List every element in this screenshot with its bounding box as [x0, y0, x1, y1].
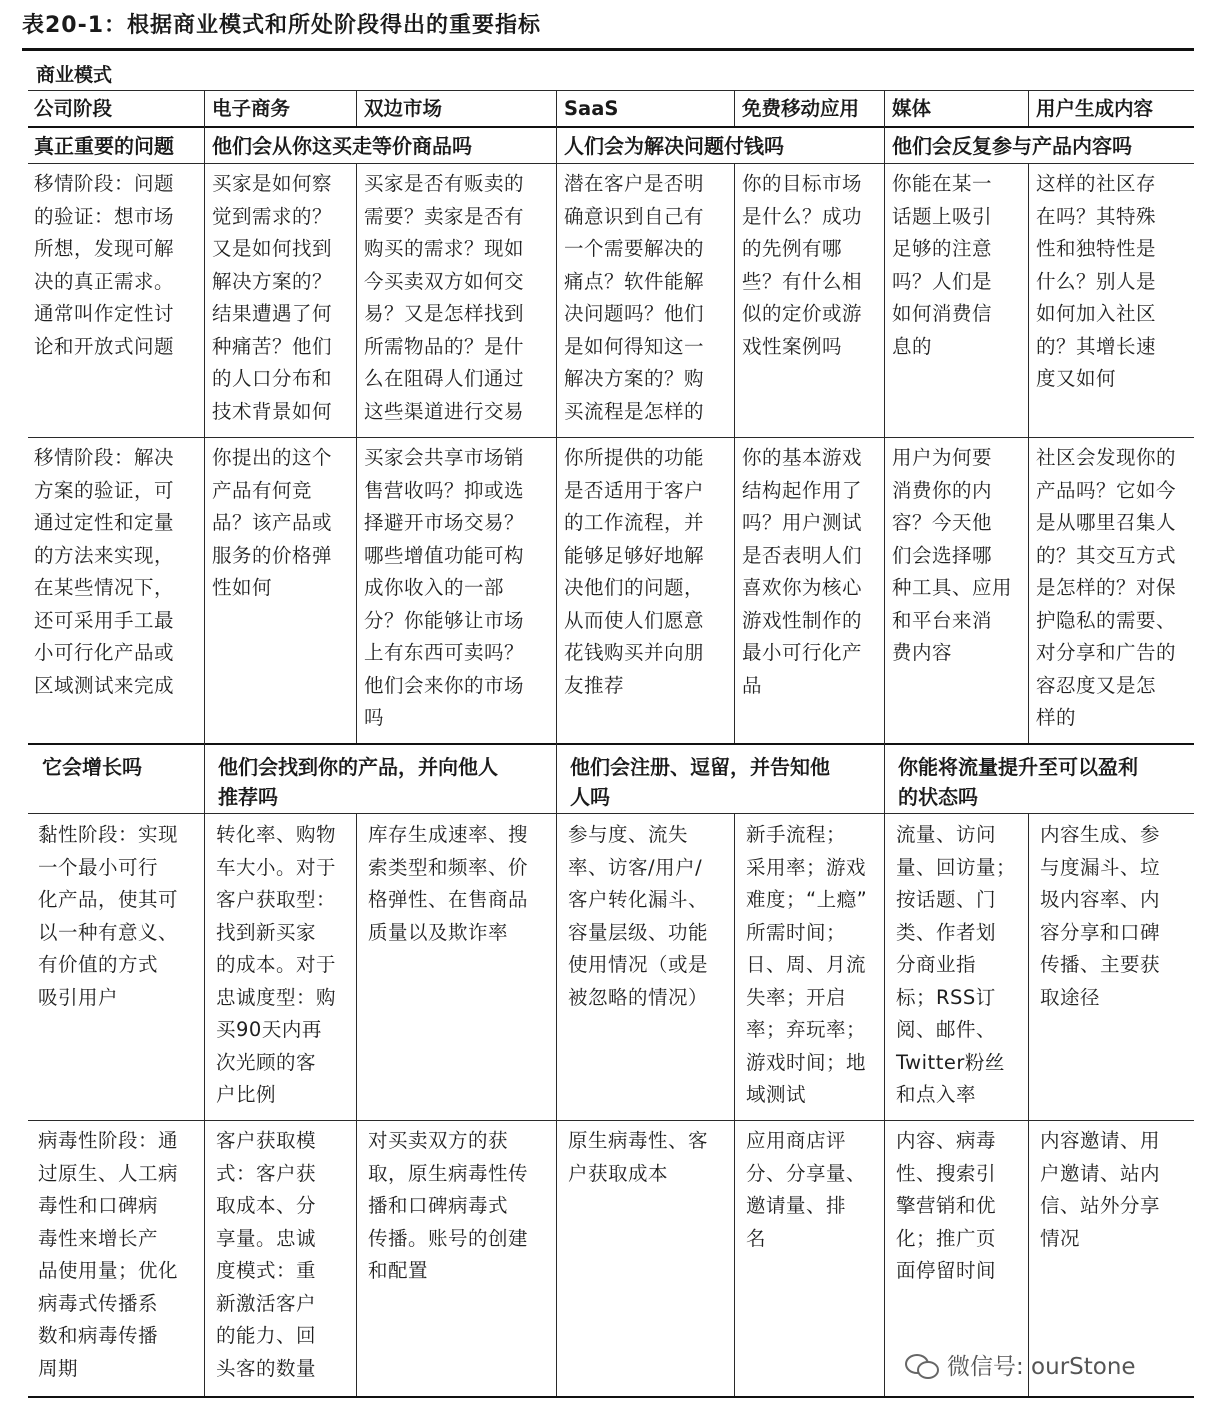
header-ecommerce: 电子商务: [212, 97, 291, 120]
r3-saas: 参与度、流失 率、访客/用户/ 客户转化漏斗、 容量层级、功能 使用情况（或是 被忽略的情况）: [568, 823, 709, 1009]
top-rule: [22, 48, 1194, 51]
r3-ugc: 内容生成、参 与度漏斗、垃 圾内容率、内 容分享和口碑 传播、主要获 取途径: [1040, 823, 1161, 1009]
rule-header-bottom: [28, 126, 1194, 128]
r4-mobile: 应用商店评 分、分享量、 邀请量、排 名: [746, 1129, 867, 1250]
section-growth-question-1: 他们会找到你的产品，并向他人 推荐吗: [218, 755, 498, 809]
col-divider-5-lower: [884, 743, 885, 1396]
col-divider-1-lower: [204, 743, 205, 1396]
business-model-label: 商业模式: [36, 64, 113, 86]
col-divider-5: [884, 90, 885, 743]
rule-r2-bottom: [28, 743, 1194, 745]
col-divider-4-header: [734, 90, 735, 126]
col-divider-2: [356, 163, 357, 743]
r2-two-sided: 买家会共享市场销 售营收吗？抑或选 择避开市场交易？ 哪些增值功能可构 成你收入的一部 分？你能够让市场 上有东西可卖吗？ 他们会来你的市场 吗: [364, 446, 525, 729]
table-title: 表20-1：根据商业模式和所处阶段得出的重要指标: [22, 13, 542, 38]
section-key-question-2: 人们会为解决问题付钱吗: [564, 134, 784, 158]
section-key-question-1: 他们会从你这买走等价商品吗: [212, 134, 472, 158]
r4-ugc: 内容邀请、用 户邀请、站内 信、站外分享 情况: [1040, 1129, 1161, 1250]
header-saas: SaaS: [564, 97, 619, 120]
section-growth-question-2: 他们会注册、逗留，并告知他 人吗: [570, 755, 830, 809]
col-divider-2-header: [356, 90, 357, 126]
r1-mobile: 你的目标市场 是什么？成功 的先例有哪 些？有什么相 似的定价或游 戏性案例吗: [742, 172, 863, 358]
section-key-question-3: 他们会反复参与产品内容吗: [892, 134, 1132, 158]
section-key-question-label: 真正重要的问题: [34, 134, 174, 158]
r3-ecommerce: 转化率、购物 车大小。对于 客户获取型： 找到新买家 的成本。对于 忠诚度型：购 买90天内再 次光顾的客 户比例: [216, 823, 337, 1106]
header-two-sided-market: 双边市场: [364, 97, 443, 120]
rule-table-bottom: [28, 1396, 1194, 1398]
rule-r1-bottom: [28, 437, 1194, 438]
col-divider-4-lower: [734, 813, 735, 1396]
r2-ecommerce: 你提出的这个 产品有何竞 品？该产品或 服务的价格弹 性如何: [212, 446, 333, 599]
col-divider-4: [734, 163, 735, 743]
section-growth-question-3: 你能将流量提升至可以盈利 的状态吗: [898, 755, 1138, 809]
rule-s1-bottom: [28, 163, 1194, 164]
r2-saas: 你所提供的功能 是否适用于客户 的工作流程，并 能够足够好地解 决他们的问题， 从而使人们愿意 花钱购买并向朋 友推荐: [564, 446, 705, 697]
r4-media: 内容、病毒 性、搜索引 擎营销和优 化；推广页 面停留时间: [896, 1129, 997, 1282]
r2-stage: 移情阶段：解决 方案的验证，可 通过定性和定量 的方法来实现， 在某些情况下， 还可采用手工最 小可行化产品或 区域测试来完成: [34, 446, 175, 697]
wechat-icon: [905, 1352, 939, 1378]
col-divider-3-lower: [556, 743, 557, 1396]
r1-saas: 潜在客户是否明 确意识到自己有 一个需要解决的 痛点？软件能解 决问题吗？他们 是如何得知这一 解决方案的？购 买流程是怎样的: [564, 172, 705, 423]
r3-media: 流量、访问 量、回访量； 按话题、门 类、作者划 分商业指 标；RSS订 阅、邮件、 Twitter粉丝 和点入率: [896, 823, 1017, 1106]
watermark-text: 微信号: ourStone: [947, 1354, 1136, 1380]
col-divider-2-lower: [356, 813, 357, 1396]
col-divider-3: [556, 90, 557, 743]
header-stage: 公司阶段: [34, 97, 113, 120]
col-divider-6-lower: [1028, 813, 1029, 1396]
header-media: 媒体: [892, 97, 932, 120]
rule-header-top: [28, 90, 1194, 91]
header-free-mobile-app: 免费移动应用: [742, 97, 860, 120]
r2-mobile: 你的基本游戏 结构起作用了 吗？用户测试 是否表明人们 喜欢你为核心 游戏性制作的 最小可行化产 品: [742, 446, 863, 697]
r1-media: 你能在某一 话题上吸引 足够的注意 吗？人们是 如何消费信 息的: [892, 172, 993, 358]
rule-r3-bottom: [28, 1120, 1194, 1121]
col-divider-6: [1028, 163, 1029, 743]
r4-stage: 病毒性阶段：通 过原生、人工病 毒性和口碑病 毒性来增长产 品使用量；优化 病毒式传播系 数和病毒传播 周期: [38, 1129, 179, 1380]
r4-saas: 原生病毒性、客 户获取成本: [568, 1129, 709, 1185]
header-ugc: 用户生成内容: [1036, 97, 1154, 120]
r3-mobile: 新手流程； 采用率；游戏 难度；“上瘾” 所需时间； 日、周、月流 失率；开启 率；弃玩率； 游戏时间；地 域测试: [746, 823, 868, 1106]
section-growth-label: 它会增长吗: [42, 755, 142, 779]
wechat-watermark: [905, 1348, 1136, 1381]
r2-ugc: 社区会发现你的 产品吗？它如今 是从哪里召集人 的？其交互方式 是怎样的？对保 护隐私的需要、 对分享和广告的 容忍度又是怎 样的: [1036, 446, 1177, 729]
r2-media: 用户为何要 消费你的内 容？今天他 们会选择哪 种工具、应用 和平台来消 费内容: [892, 446, 1013, 664]
r1-stage: 移情阶段：问题 的验证：想市场 所想，发现可解 决的真正需求。 通常叫作定性讨 论和开放式问题: [34, 172, 175, 358]
r3-two-sided: 库存生成速率、搜 索类型和频率、价 格弹性、在售商品 质量以及欺诈率: [368, 823, 529, 944]
r4-ecommerce: 客户获取模 式：客户获 取成本、分 享量。忠诚 度模式：重 新激活客户 的能力、回 头客的数量: [216, 1129, 317, 1380]
col-divider-6-header: [1028, 90, 1029, 126]
r1-ecommerce: 买家是如何察 觉到需求的？ 又是如何找到 解决方案的？ 结果遭遇了何 种痛苦？他们 的人口分布和 技术背景如何: [212, 172, 333, 423]
r4-two-sided: 对买卖双方的获 取，原生病毒性传 播和口碑病毒式 传播。账号的创建 和配置: [368, 1129, 529, 1282]
r1-ugc: 这样的社区存 在吗？其特殊 性和独特性是 什么？别人是 如何加入社区 的？其增长速 度又如何: [1036, 172, 1157, 390]
r1-two-sided: 买家是否有贩卖的 需要？卖家是否有 购买的需求？现如 今买卖双方如何交 易？又是怎样找到 所需物品的？是什 么在阻碍人们通过 这些渠道进行交易: [364, 172, 525, 423]
col-divider-1: [204, 90, 205, 743]
rule-s2-bottom: [28, 813, 1194, 814]
r3-stage: 黏性阶段：实现 一个最小可行 化产品，使其可 以一种有意义、 有价值的方式 吸引用户: [38, 823, 179, 1009]
